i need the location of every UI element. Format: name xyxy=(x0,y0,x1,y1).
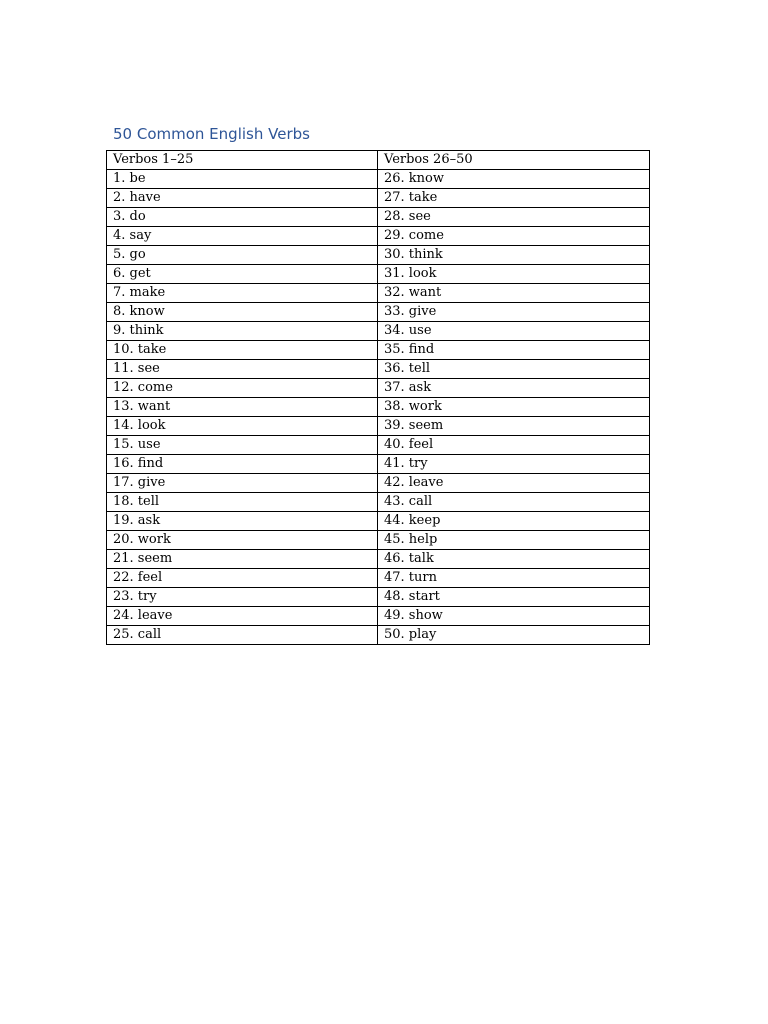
table-cell: 26. know xyxy=(378,170,650,189)
table-cell: 31. look xyxy=(378,265,650,284)
table-cell: 33. give xyxy=(378,303,650,322)
table-cell: 21. seem xyxy=(107,550,378,569)
header-cell-verbs-1-25: Verbos 1–25 xyxy=(107,151,378,170)
table-cell: 44. keep xyxy=(378,512,650,531)
table-cell: 29. come xyxy=(378,227,650,246)
table-cell: 14. look xyxy=(107,417,378,436)
table-cell: 3. do xyxy=(107,208,378,227)
table-row xyxy=(107,607,650,626)
table-cell: 49. show xyxy=(378,607,650,626)
table-cell: 32. want xyxy=(378,284,650,303)
table-cell: 5. go xyxy=(107,246,378,265)
verb-table-body xyxy=(107,151,650,645)
table-cell: 25. call xyxy=(107,626,378,645)
table-cell: 30. think xyxy=(378,246,650,265)
table-cell: 6. get xyxy=(107,265,378,284)
table-row xyxy=(107,417,650,436)
table-cell: 18. tell xyxy=(107,493,378,512)
table-cell: 42. leave xyxy=(378,474,650,493)
table-row xyxy=(107,227,650,246)
table-cell: 23. try xyxy=(107,588,378,607)
table-row xyxy=(107,398,650,417)
table-cell: 17. give xyxy=(107,474,378,493)
table-cell: 1. be xyxy=(107,170,378,189)
table-row xyxy=(107,322,650,341)
table-row xyxy=(107,303,650,322)
table-cell: 16. find xyxy=(107,455,378,474)
table-cell: 38. work xyxy=(378,398,650,417)
page-title: 50 Common English Verbs xyxy=(113,125,310,143)
table-cell: 24. leave xyxy=(107,607,378,626)
table-cell: 47. turn xyxy=(378,569,650,588)
table-row xyxy=(107,379,650,398)
table-cell: 50. play xyxy=(378,626,650,645)
table-cell: 15. use xyxy=(107,436,378,455)
table-row xyxy=(107,455,650,474)
table-cell: 41. try xyxy=(378,455,650,474)
table-cell: 13. want xyxy=(107,398,378,417)
table-cell: 45. help xyxy=(378,531,650,550)
header-cell-verbs-26-50: Verbos 26–50 xyxy=(378,151,650,170)
table-cell: 46. talk xyxy=(378,550,650,569)
table-row xyxy=(107,170,650,189)
table-cell: 10. take xyxy=(107,341,378,360)
table-cell: 9. think xyxy=(107,322,378,341)
table-row xyxy=(107,265,650,284)
table-row xyxy=(107,284,650,303)
table-cell: 7. make xyxy=(107,284,378,303)
table-row xyxy=(107,360,650,379)
table-row xyxy=(107,246,650,265)
table-cell: 11. see xyxy=(107,360,378,379)
table-cell: 37. ask xyxy=(378,379,650,398)
table-cell: 27. take xyxy=(378,189,650,208)
table-cell: 43. call xyxy=(378,493,650,512)
table-cell: 28. see xyxy=(378,208,650,227)
table-cell: 8. know xyxy=(107,303,378,322)
table-row xyxy=(107,588,650,607)
table-row xyxy=(107,550,650,569)
table-cell: 34. use xyxy=(378,322,650,341)
table-row xyxy=(107,531,650,550)
table-row xyxy=(107,493,650,512)
table-cell: 36. tell xyxy=(378,360,650,379)
table-row xyxy=(107,569,650,588)
table-cell: 4. say xyxy=(107,227,378,246)
table-cell: 19. ask xyxy=(107,512,378,531)
table-row xyxy=(107,512,650,531)
table-row xyxy=(107,208,650,227)
table-row xyxy=(107,341,650,360)
table-cell: 20. work xyxy=(107,531,378,550)
table-cell: 48. start xyxy=(378,588,650,607)
table-cell: 39. seem xyxy=(378,417,650,436)
table-cell: 22. feel xyxy=(107,569,378,588)
table-row xyxy=(107,626,650,645)
table-row xyxy=(107,189,650,208)
table-row xyxy=(107,436,650,455)
table-cell: 35. find xyxy=(378,341,650,360)
table-header-row xyxy=(107,151,650,170)
table-row xyxy=(107,474,650,493)
table-cell: 40. feel xyxy=(378,436,650,455)
verb-table xyxy=(106,150,650,645)
table-cell: 12. come xyxy=(107,379,378,398)
table-cell: 2. have xyxy=(107,189,378,208)
